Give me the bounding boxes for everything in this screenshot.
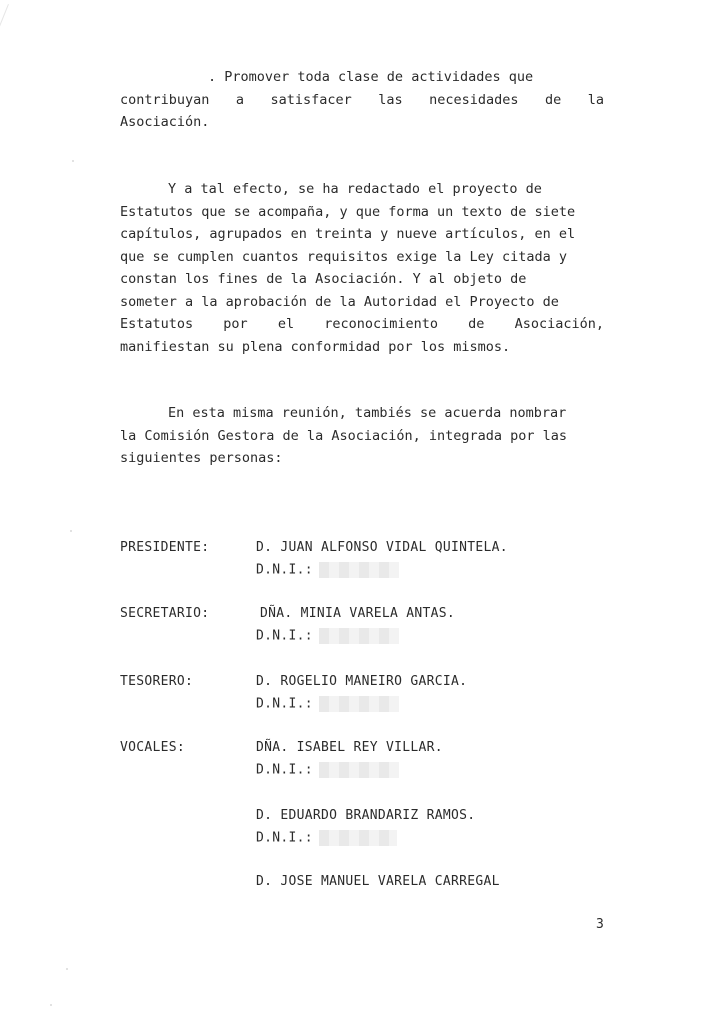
role-label: SECRETARIO:: [120, 606, 210, 621]
word: necesidades: [429, 91, 519, 108]
paragraph-commission: [120, 402, 604, 470]
dni-row: [256, 762, 399, 778]
dni-row: [256, 830, 397, 846]
member-name: D. JOSE MANUEL VARELA CARREGAL: [256, 874, 500, 889]
dni-label: D.N.I.:: [256, 696, 313, 712]
text-line-justified: [120, 89, 604, 112]
text-line: que se cumplen cuantos requisitos exige la Ley citada y: [120, 248, 568, 265]
paragraph-activities: [120, 66, 604, 134]
redacted-dni: [319, 562, 399, 578]
word: la: [587, 91, 604, 108]
text-line: constan los fines de la Asociación. Y al objeto de: [120, 271, 527, 287]
text-line: Estatutos que se acompaña, y que forma un texto de siete: [120, 203, 576, 220]
text-line: la Comisión Gestora de la Asociación, integrada por las: [120, 427, 568, 444]
role-label: TESORERO:: [120, 674, 194, 689]
member-name: DÑA. ISABEL REY VILLAR.: [256, 740, 443, 755]
redacted-dni: [319, 696, 399, 712]
member-name: DÑA. MINIA VARELA ANTAS.: [260, 606, 456, 621]
page-number: 3: [596, 917, 604, 932]
word: contribuyan: [120, 91, 210, 108]
redacted-dni: [319, 762, 399, 778]
word: el: [277, 316, 295, 332]
redacted-dni: [319, 628, 399, 644]
text-line: someter a la aprobación de la Autoridad el Proyecto de: [120, 293, 559, 310]
word: por: [223, 316, 248, 332]
word: de: [468, 316, 485, 332]
text-line-justified: [120, 313, 604, 336]
text-line: Asociación.: [120, 114, 210, 130]
scan-speck: [72, 160, 74, 162]
dni-label: D.N.I.:: [256, 562, 313, 578]
word: a: [235, 91, 245, 108]
dni-row: [256, 562, 399, 578]
member-name: D. EDUARDO BRANDARIZ RAMOS.: [256, 808, 476, 823]
word: Estatutos: [120, 316, 194, 332]
text-line: capítulos, agrupados en treinta y nueve artículos, en el: [120, 226, 576, 242]
dni-row: [256, 696, 399, 712]
scan-artifact: [0, 4, 9, 97]
text-line: siguientes personas:: [120, 450, 283, 466]
text-line: Y a tal efecto, se ha redactado el proyecto de: [168, 181, 542, 197]
scan-speck: [70, 530, 72, 532]
text-line: En esta misma reunión, tambiés se acuerda nombrar: [168, 405, 567, 421]
text-line: manifiestan su plena conformidad por los mismos.: [120, 338, 511, 355]
dni-row: [256, 628, 399, 644]
paragraph-statutes: [120, 178, 604, 358]
word: Asociación,: [514, 316, 604, 332]
word: satisfacer: [270, 91, 352, 108]
redacted-dni: [319, 830, 397, 846]
member-name: D. JUAN ALFONSO VIDAL QUINTELA.: [256, 540, 508, 555]
text-line: . Promover toda clase de actividades que: [208, 69, 534, 85]
member-name: D. ROGELIO MANEIRO GARCIA.: [256, 674, 468, 689]
scan-speck: [66, 968, 68, 970]
scan-speck: [50, 1004, 52, 1006]
word: las: [378, 91, 403, 108]
word: reconocimiento: [324, 316, 439, 332]
word: de: [544, 91, 562, 108]
role-label: PRESIDENTE:: [120, 540, 210, 555]
dni-label: D.N.I.:: [256, 628, 313, 644]
role-label: VOCALES:: [120, 740, 186, 755]
dni-label: D.N.I.:: [256, 762, 313, 778]
dni-label: D.N.I.:: [256, 830, 313, 846]
